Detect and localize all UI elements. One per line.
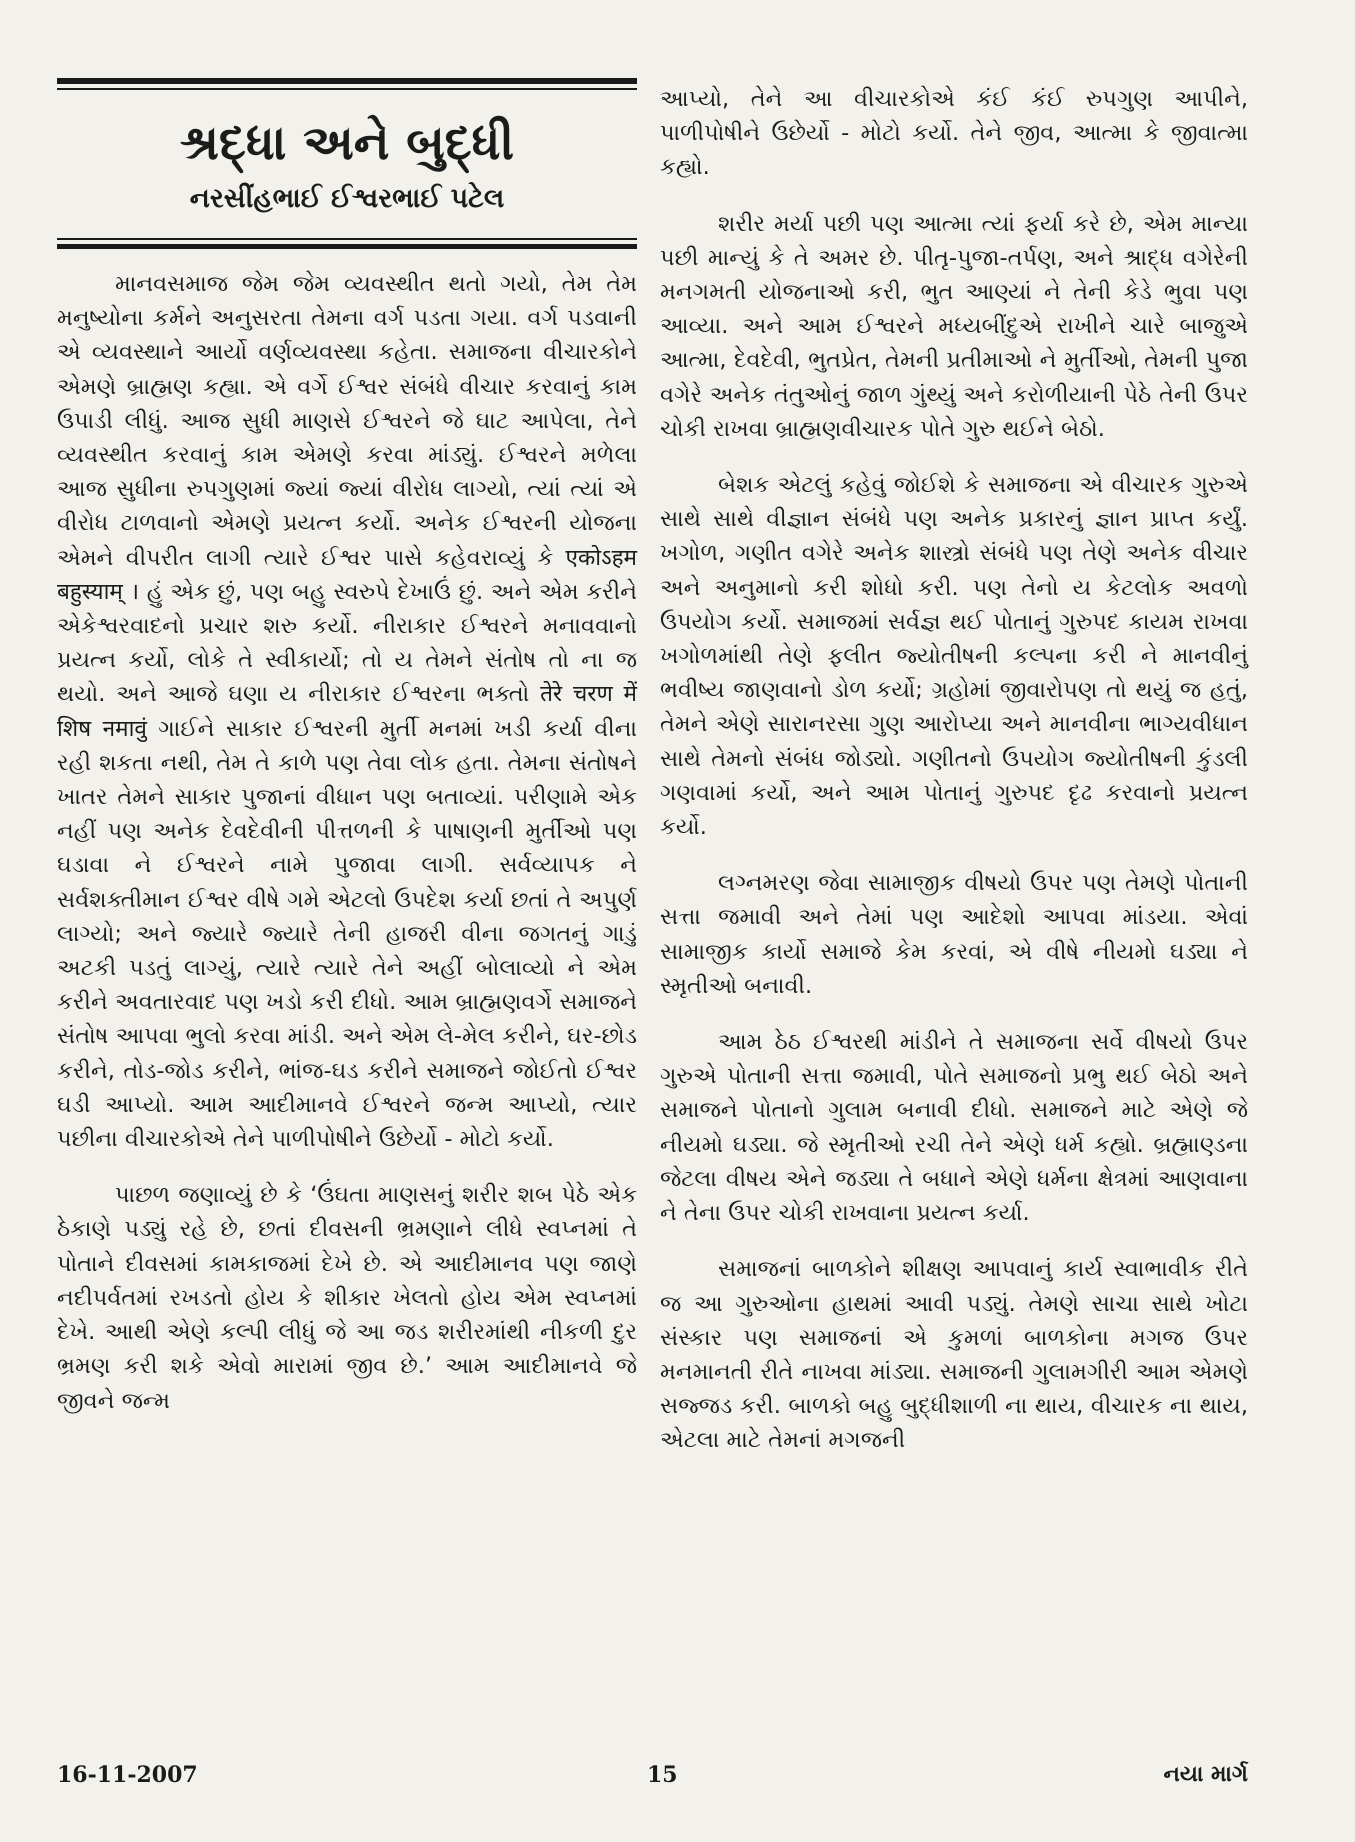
issue-date: 16-11-2007	[57, 1762, 198, 1788]
paragraph: માનવસમાજ જેમ જેમ વ્યવસ્થીત થતો ગયો, તેમ તેમ મનુષ્યોના કર્મને અનુસરતા તેમના વર્ગ પડતા ગયા. વર્ગ પડવાની એ વ્યવસ્થાને આર્યો વર્ણવ્યવસ્થા કહેતા. સમાજના વીચારકોને એમણે બ્રાહ્મણ કહ્યા. એ વર્ગે ઈશ્વર સંબંધે વીચાર કરવાનું કામ ઉપાડી લીધું. આજ સુધી માણસે ઈશ્વરને જે ઘાટ આપેલા, તેને વ્યવસ્થીત કરવાનું કામ એમણે કરવા માંડ્યું. ઈશ્વરને મળેલા આજ સુધીના રુપગુણમાં જ્યાં જ્યાં વીરોધ લાગ્યો, ત્યાં ત્યાં એ વીરોધ ટાળવાનો એમણે પ્રયત્ન કર્યો. અનેક ઈશ્વરની યોજના એમને વીપરીત લાગી ત્યારે ઈશ્વર પાસે કહેવરાવ્યું કે एकोऽहम बहुस्याम् । હું એક છું, પણ બહુ સ્વરુપે દેખાઉં છું. અને એમ કરીને એકેશ્વરવાદનો પ્રચાર શરુ કર્યો. નીરાકાર ઈશ્વરને મનાવવાનો પ્રયત્ન કર્યો, લોકે તે સ્વીકાર્યો; તો ય તેમને સંતોષ તો ના જ થયો. અને આજે ઘણા ય નીરાકાર ઈશ્વરના ભક્તો तेरे चरण में शिष नमावुं ગાઈને સાકાર ઈશ્વરની મુર્તી મનમાં ખડી કર્યા વીના રહી શકતા નથી, તેમ તે કાળે પણ તેવા લોક હતા. તેમના સંતોષને ખાતર તેમને સાકાર પુજાનાં વીધાન પણ બતાવ્યાં. પરીણામે એક નહીં પણ અનેક દેવદેવીની પીત્તળની કે પાષાણની મુર્તીઓ પણ ઘડાવા ને ઈશ્વરને નામે પુજાવા લાગી. સર્વવ્યાપક ને સર્વશક્તીમાન ઈશ્વર વીષે ગમે એટલો ઉપદેશ કર્યા છતાં તે અપુર્ણ લાગ્યો; અને જ્યારે જ્યારે તેની હાજરી વીના જગતનું ગાડું અટકી પડતું લાગ્યું, ત્યારે ત્યારે તેને અહીં બોલાવ્યો ને એમ કરીને અવતારવાદ પણ ખડો કરી દીધો. આમ બ્રાહ્મણવર્ગે સમાજને સંતોષ આપવા ભુલો કરવા માંડી. અને એમ લે-મેલ કરીને, ઘર-છોડ કરીને, તોડ-જોડ કરીને, ભાંજ-ઘડ કરીને સમાજને જોઈતો ઈશ્વર ઘડી આપ્યો. આમ આદીમાનવે ઈશ્વરને જન્મ આપ્યો, ત્યાર પછીના વીચારકોએ તેને પાળીપોષીને ઉછેર્યો - મોટો કર્યો.	[57, 271, 637, 1153]
header-rule-top-thin	[57, 88, 637, 90]
paragraph: બેશક એટલું કહેવું જોઈશે કે સમાજના એ વીચારક ગુરુએ સાથે સાથે વીજ્ઞાન સંબંધે પણ અનેક પ્રકારનું જ્ઞાન પ્રાપ્ત કર્યું. ખગોળ, ગણીત વગેરે અનેક શાસ્ત્રો સંબંધે પણ તેણે અનેક વીચાર અને અનુમાનો કરી શોધો કરી. પણ તેનો ય કેટલોક અવળો ઉપયોગ કર્યો. સમાજમાં સર્વજ્ઞ થઈ પોતાનું ગુરુપદ કાયમ રાખવા ખગોળમાંથી તેણે ફલીત જ્યોતીષની કલ્પના કરી ને માનવીનું ભવીષ્ય જાણવાનો ડોળ કર્યો; ગ્રહોમાં જીવારોપણ તો થયું જ હતું, તેમને એણે સારાનરસા ગુણ આરોપ્યા અને માનવીના ભાગ્યવીધાન સાથે તેમનો સંબંધ જોડ્યો. ગણીતનો ઉપયોગ જ્યોતીષની કુંડલી ગણવામાં કર્યો, અને આમ પોતાનું ગુરુપદ દૃઢ કરવાનો પ્રયત્ન કર્યો.	[660, 472, 1248, 841]
paragraph: આમ ઠેઠ ઈશ્વરથી માંડીને તે સમાજના સર્વે વીષયો ઉપર ગુરુએ પોતાની સત્તા જમાવી, પોતે સમાજનો પ્રભુ થઈ બેઠો અને સમાજને પોતાનો ગુલામ બનાવી દીધો. સમાજને માટે એણે જે નીયમો ઘડ્યા. જે સ્મૃતીઓ રચી તેને એણે ધર્મ કહ્યો. બ્રહ્માણ્ડના જેટલા વીષય એને જડ્યા તે બધાને એણે ધર્મના ક્ષેત્રમાં આણવાના ને તેના ઉપર ચોકી રાખવાના પ્રયત્ન કર્યા.	[660, 1029, 1248, 1227]
header-rule-bottom	[57, 244, 637, 249]
left-column	[57, 78, 637, 1440]
paragraph-continued: આપ્યો, તેને આ વીચારકોએ કંઈ કંઈ રુપગુણ આપીને, પાળીપોષીને ઉછેર્યો - મોટો કર્યો. તેને જીવ, આત્મા કે જીવાત્મા કહ્યો.	[660, 86, 1248, 181]
paragraph: લગ્નમરણ જેવા સામાજીક વીષયો ઉપર પણ તેમણે પોતાની સત્તા જમાવી અને તેમાં પણ આદેશો આપવા માંડયા. એવાં સામાજીક કાર્યો સમાજે કેમ કરવાં, એ વીષે નીયમો ઘડ્યા ને સ્મૃતીઓ બનાવી.	[660, 870, 1248, 999]
page-number: 15	[647, 1762, 678, 1788]
right-column	[660, 82, 1248, 1480]
header-rule-bottom-thin	[57, 238, 637, 240]
paragraph: પાછળ જણાવ્યું છે કે ‘ઉંઘતા માણસનું શરીર શબ પેઠે એક ઠેકાણે પડ્યું રહે છે, છતાં દીવસની ભ્રમણાને લીધે સ્વપ્નમાં તે પોતાને દીવસમાં કામકાજમાં દેખે છે. એ આદીમાનવ પણ જાણે નદીપર્વતમાં રખડતો હોય કે શીકાર ખેલતો હોય એમ સ્વપ્નમાં દેખે. આથી એણે કલ્પી લીધું જે આ જડ શરીરમાંથી નીકળી દુર ભ્રમણ કરી શકે એવો મારામાં જીવ છે.’ આમ આદીમાનવે જે જીવને જન્મ	[57, 1182, 637, 1414]
article-title: શ્રદ્ધા અને બુદ્ધી	[179, 115, 515, 171]
header-rule-top	[57, 78, 637, 84]
article-header	[57, 78, 637, 249]
article-author: નરસીંહભાઈ ઈશ્વરભાઈ પટેલ	[189, 183, 505, 214]
paragraph: શરીર મર્યા પછી પણ આત્મા ત્યાં ફર્યા કરે છે, એમ માન્યા પછી માન્યું કે તે અમર છે. પીતૃ-પુજા-તર્પણ, અને શ્રાદ્ધ વગેરેની મનગમતી યોજનાઓ કરી, ભુત આણ્યાં ને તેની કેડે ભુવા પણ આવ્યા. અને આમ ઈશ્વરને મધ્યબીંદુએ રાખીને ચારે બાજુએ આત્મા, દેવદેવી, ભુતપ્રેત, તેમની પ્રતીમાઓ ને મુર્તીઓ, તેમની પુજા વગેરે અનેક તંતુઓનું જાળ ગુંથ્યું અને કરોળીયાની પેઠે તેની ઉપર ચોકી રાખવા બ્રાહ્મણવીચારક પોતે ગુરુ થઈને બેઠો.	[660, 210, 1248, 442]
magazine-name: નયા માર્ગ	[1163, 1762, 1248, 1787]
paragraph: સમાજનાં બાળકોને શીક્ષણ આપવાનું કાર્ય સ્વાભાવીક રીતે જ આ ગુરુઓના હાથમાં આવી પડ્યું. તેમણે સાચા સાથે ખોટા સંસ્કાર પણ સમાજનાં એ કુમળાં બાળકોના મગજ ઉપર મનમાનતી રીતે નાખવા માંડ્યા. સમાજની ગુલામગીરી આમ એમણે સજ્જડ કરી. બાળકો બહુ બુદ્ધીશાળી ના થાય, વીચારક ના થાય, એટલા માટે તેમનાં મગજની	[660, 1256, 1248, 1454]
